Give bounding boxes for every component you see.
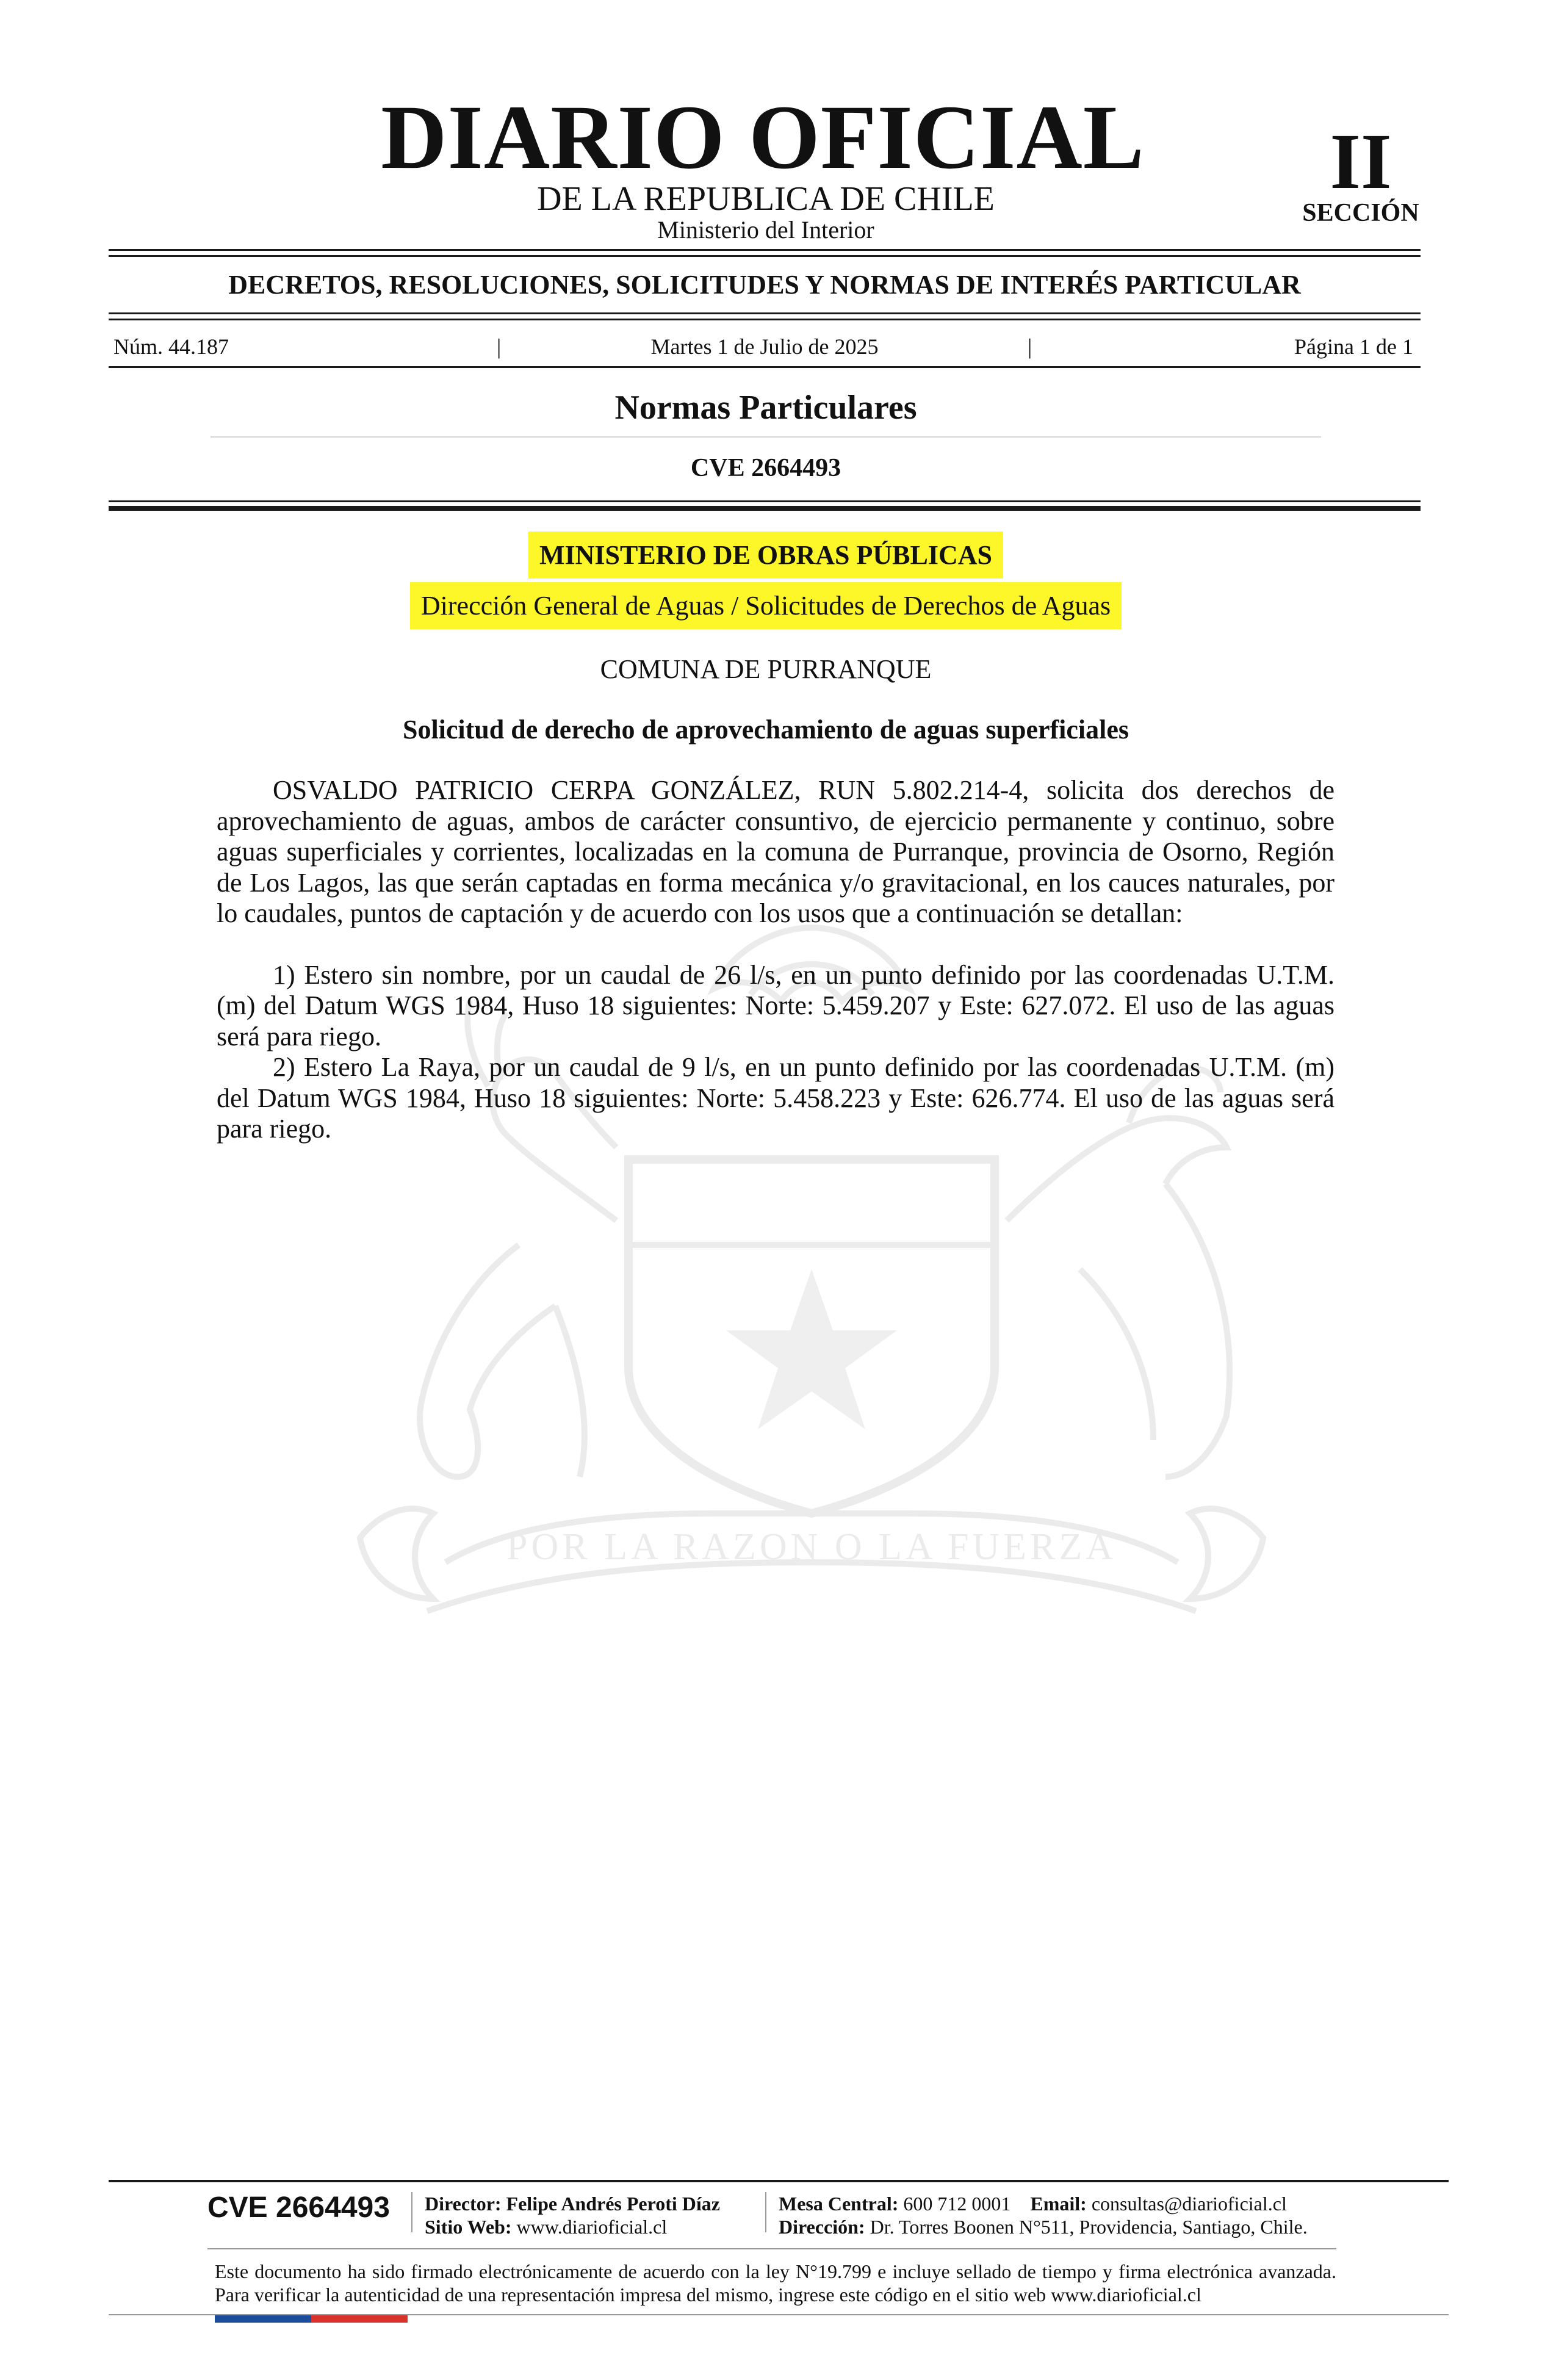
- directorate-heading-row: [0, 593, 1532, 619]
- email-link[interactable]: consultas@diarioficial.cl: [1091, 2193, 1287, 2215]
- body-paragraph: 1) Estero sin nombre, por un caudal de 26 l/s, en un punto definido por las coordenadas U.T.M. (m) del Datum WGS 1984, Huso 18 siguientes: Norte: 5.459.207 y Este: 627.072. El uso de las aguas será para riego.: [217, 959, 1334, 1051]
- website-link[interactable]: www.diarioficial.cl: [516, 2216, 668, 2238]
- body-paragraph: 2) Estero La Raya, por un caudal de 9 l/s, en un punto definido por las coordenadas U.T.M. (m) del Datum WGS 1984, Huso 18 siguientes: Norte: 5.458.223 y Este: 626.774. El uso de las aguas será para riego.: [217, 1052, 1334, 1144]
- website-label: Sitio Web:: [425, 2216, 512, 2238]
- ministry-line: Ministerio del Interior: [657, 216, 874, 243]
- subject-heading: Solicitud de derecho de aprovechamiento de aguas superficiales: [402, 715, 1129, 745]
- footer-separator: [411, 2192, 412, 2232]
- body-paragraph: OSVALDO PATRICIO CERPA GONZÁLEZ, RUN 5.802.214-4, solicita dos derechos de aprovechamiento de aguas, ambos de carácter consuntivo, de ejercicio permanente y continuo, sobre aguas superficiales y corrientes, localizadas en la comuna de Purranque, provincia de Osorno, Región de Los Lagos, las que serán captadas en forma mecánica y/o gravitacional, en los cauces naturales, por lo caudales, puntos de captación y de acuerdo con los usos que a continuación se detallan:: [217, 775, 1334, 928]
- footer-cve-code: CVE 2664493: [207, 2191, 390, 2224]
- divider: [109, 319, 1421, 320]
- phone-number: 600 712 0001: [903, 2193, 1011, 2215]
- watermark-motto: POR LA RAZON O LA FUERZA: [506, 1526, 1117, 1568]
- divider: [109, 255, 1421, 257]
- divider: [211, 436, 1321, 438]
- section-banner: DECRETOS, RESOLUCIONES, SOLICITUDES Y NORMAS DE INTERÉS PARTICULAR: [228, 270, 1301, 300]
- footer-legal-note: Este documento ha sido firmado electrónicamente de acuerdo con la ley N°19.799 e incluye sellado de tiempo y firma electrónica avanzada. Para verificar la autenticidad de una representación impresa del mismo, ingrese este código en el sitio web www.diarioficial.cl: [215, 2260, 1336, 2306]
- newspaper-subtitle: DE LA REPUBLICA DE CHILE: [537, 180, 995, 218]
- separator: |: [497, 334, 502, 359]
- flag-stripe-red: [311, 2315, 408, 2323]
- ministry-heading: MINISTERIO DE OBRAS PÚBLICAS: [528, 532, 1003, 579]
- section-label: SECCIÓN: [1302, 199, 1419, 227]
- footer-divider: [109, 2180, 1449, 2182]
- address-label: Dirección:: [779, 2216, 865, 2238]
- divider: [109, 312, 1421, 314]
- divider: [109, 366, 1421, 368]
- separator: |: [1028, 334, 1032, 359]
- document-body: [217, 775, 1334, 1145]
- phone-label: Mesa Central:: [779, 2193, 899, 2215]
- section-heading: Normas Particulares: [614, 389, 917, 427]
- director-name: Felipe Andrés Peroti Díaz: [506, 2193, 720, 2215]
- divider: [109, 506, 1421, 511]
- flag-stripe-blue: [215, 2315, 311, 2323]
- footer-director-block: [425, 2192, 720, 2238]
- commune-heading: COMUNA DE PURRANQUE: [600, 654, 932, 684]
- issue-date: Martes 1 de Julio de 2025: [650, 334, 879, 359]
- divider: [109, 249, 1421, 251]
- issue-info-row: [109, 333, 1421, 360]
- section-number: II: [1330, 118, 1392, 206]
- divider: [109, 500, 1421, 502]
- director-label: Director:: [425, 2193, 502, 2215]
- footer-separator: [765, 2192, 766, 2232]
- email-label: Email:: [1030, 2193, 1087, 2215]
- address-text: Dr. Torres Boonen N°511, Providencia, Santiago, Chile.: [870, 2216, 1308, 2238]
- cve-code: CVE 2664493: [690, 454, 841, 482]
- footer-divider: [207, 2248, 1336, 2249]
- footer-contact-block: [779, 2192, 1308, 2238]
- page-indicator: Página 1 de 1: [1294, 334, 1413, 359]
- directorate-heading: Dirección General de Aguas / Solicitudes de Derechos de Aguas: [410, 582, 1122, 629]
- newspaper-title: DIARIO OFICIAL: [381, 87, 1145, 188]
- issue-number: Núm. 44.187: [113, 334, 229, 359]
- ministry-heading-row: [0, 542, 1532, 569]
